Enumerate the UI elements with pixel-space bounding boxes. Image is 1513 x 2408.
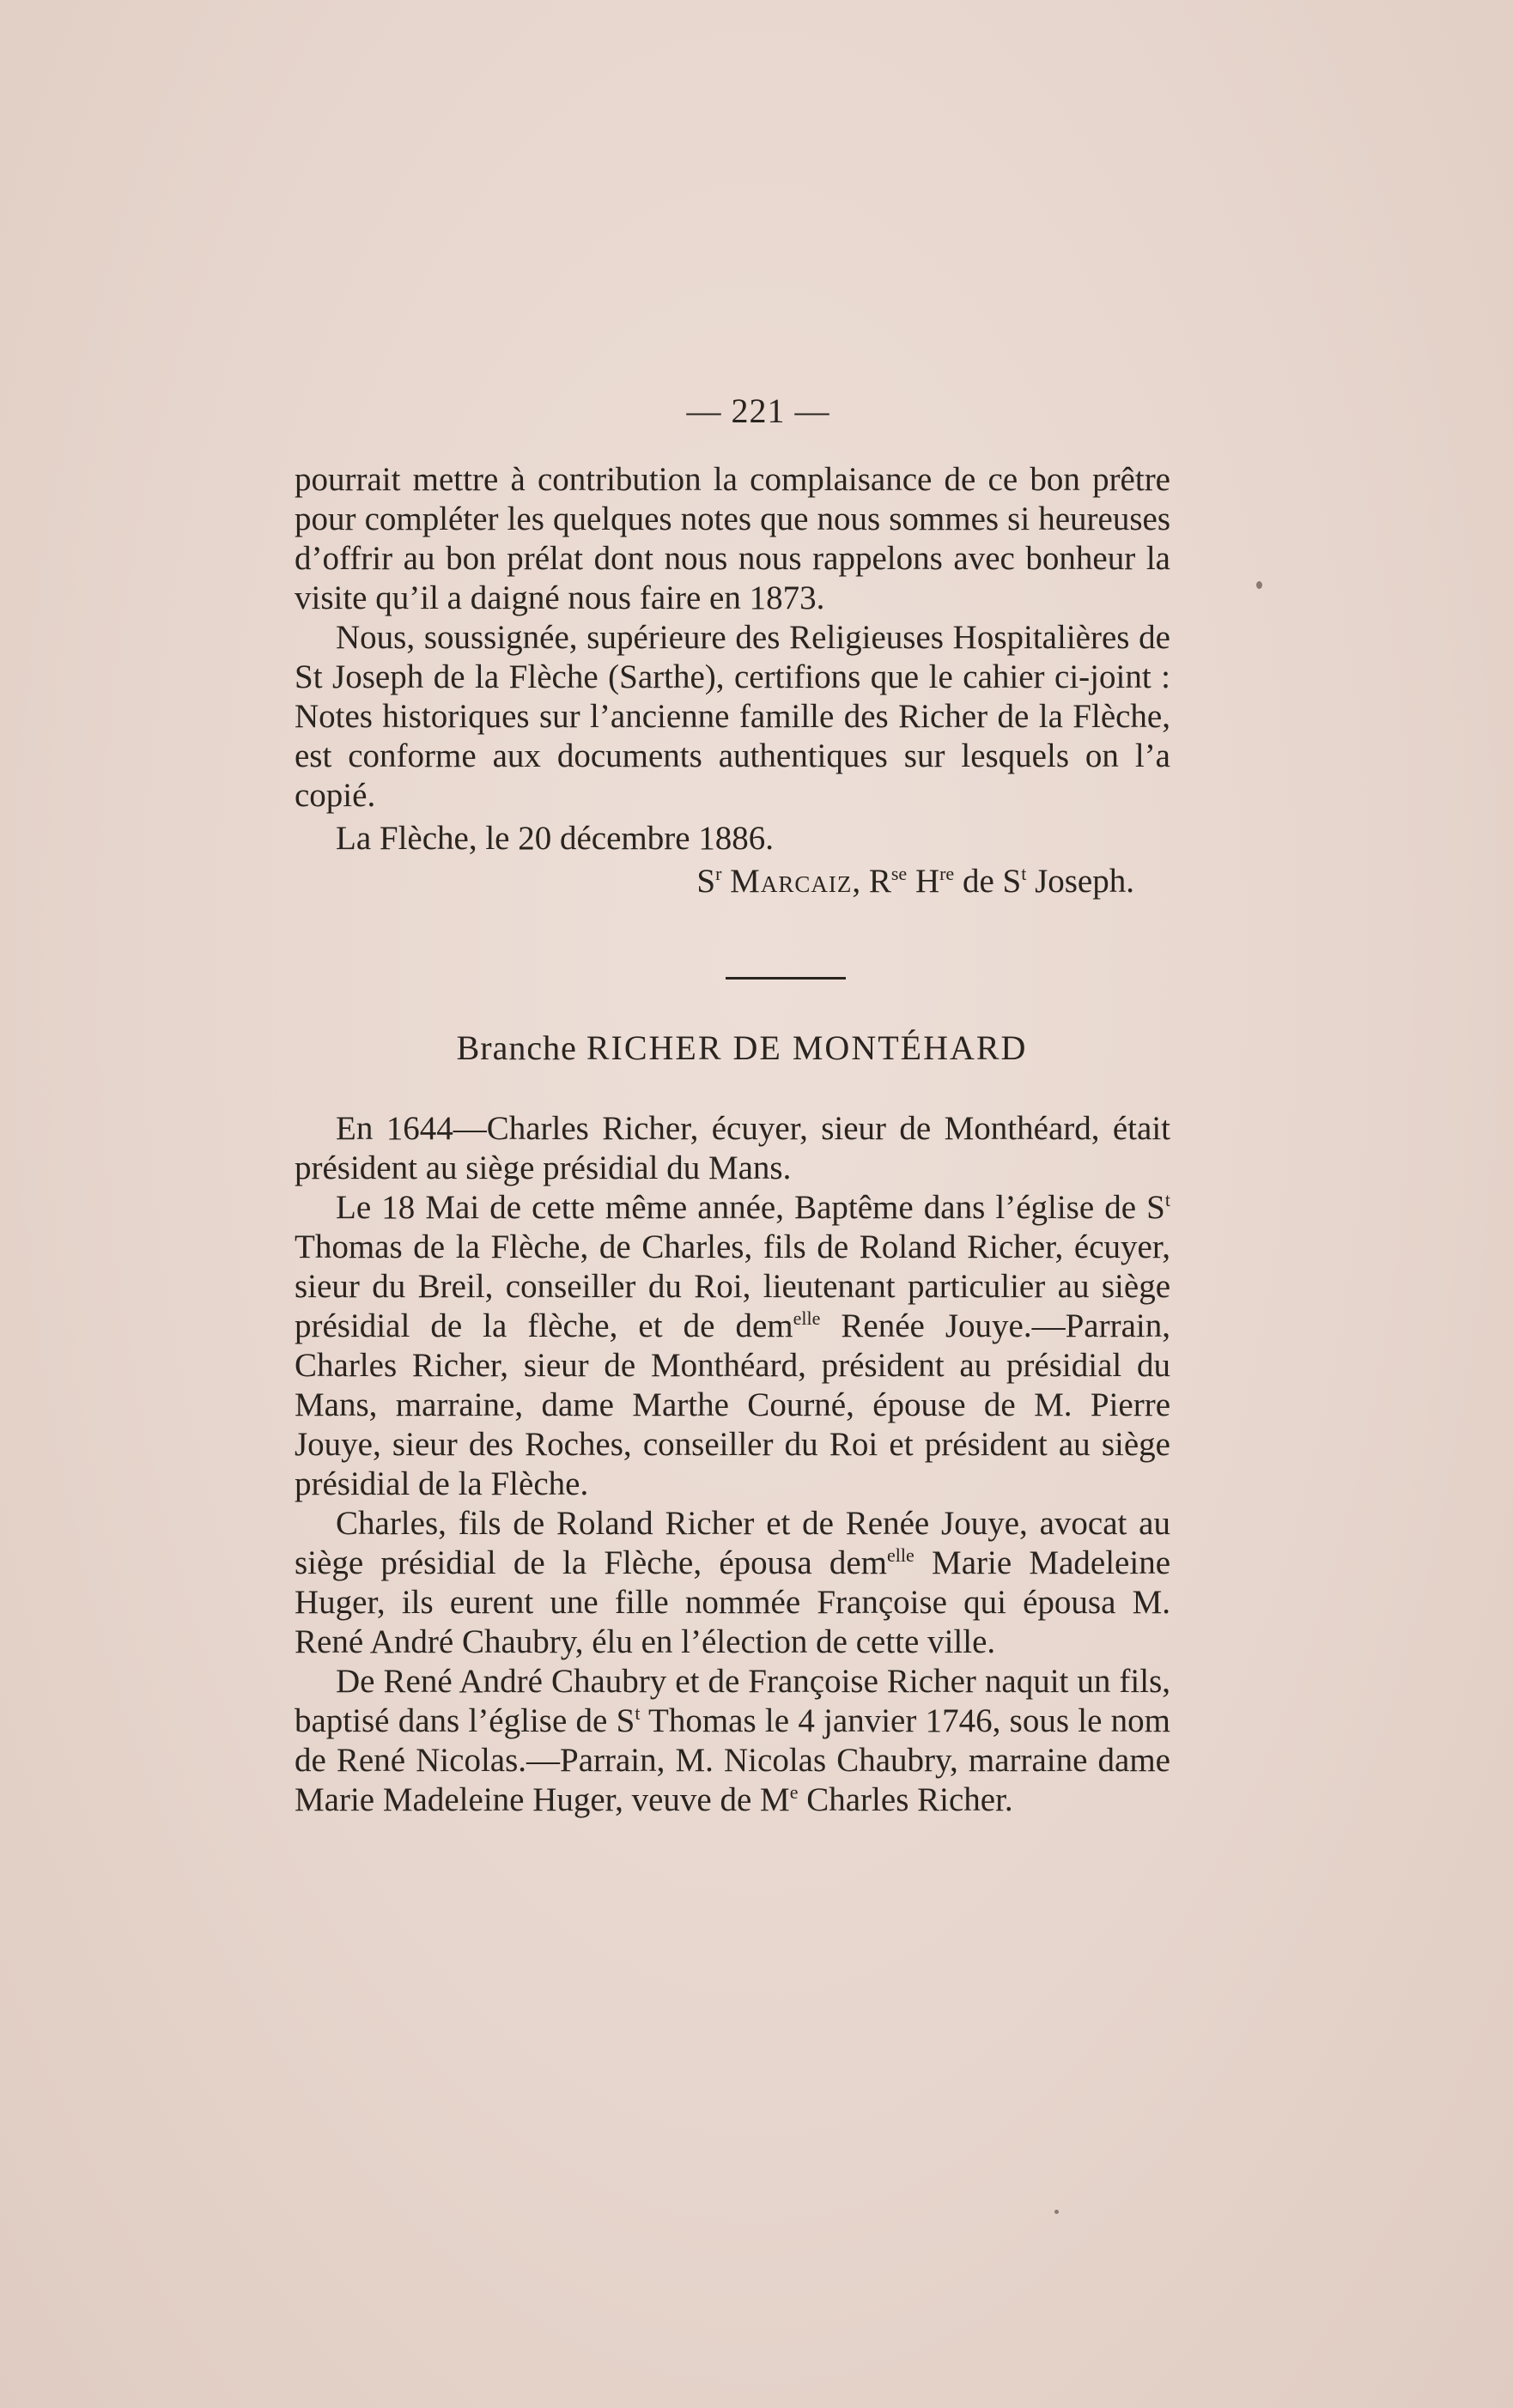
certification-text: Nous, soussignée, supérieure des Religieuses Hospitalières de St Joseph de la Flèche (Sarthe), certifions que le cahier ci-joint : Notes historiques sur l’ancienne famille des Richer de la Flèche, est conforme aux documents authentiques sur lesquels on l’a copié. (295, 619, 1170, 814)
paragraph-chaubry: De René André Chaubry et de Françoise Richer naquit un fils, baptisé dans l’église de $S^t$ Thomas le 4 janvier 1746, sous le nom de René Nicolas.—Parrain, M. Nicolas Chaubry, marraine dame Marie Madeleine Huger, veuve de Me Charles Richer. (295, 1663, 1171, 1818)
section-divider (726, 977, 846, 980)
page-number: — 221 — (686, 391, 830, 430)
document-page (295, 391, 1170, 1820)
paragraph-certification (295, 618, 1170, 816)
paper-speck (1256, 581, 1262, 589)
paragraph-baptism: Le 18 Mai de cette même année, Baptême dans l’église de $S^t$ Thomas de la Flèche, de Charles, fils de Roland Richer, écuyer, sieur du Breil, conseiller du Roi, lieutenant particulier au siège présidial de la flèche, et de dem$^{elle}$ Renée Jouye.—Parrain, Charles Richer, sieur de Monthéard, président au présidial du Mans, marraine, dame Marthe Courné, épouse de M. Pierre Jouye, sieur des Roches, conseiller du Roi et président au siège présidial de la Flèche. (295, 1189, 1170, 1502)
signature-line: $S^r$ Marcaiz, $R^{se}$ $H^{re}$ de $S^t$ Joseph. (696, 863, 1134, 900)
section-heading: Branche RICHER DE MONTÉHARD (456, 1028, 1028, 1067)
place-and-date: La Flèche, le 20 décembre 1886. (336, 820, 775, 857)
paper-speck (1054, 2210, 1059, 2214)
paragraph-continuation: pourrait mettre à contribution la complaisance de ce bon prêtre pour compléter les quelques notes que nous sommes si heureuses d’offrir au bon prélat dont nous nous rappelons avec bonheur la visite qu’il a daigné nous faire en 1873. (295, 461, 1170, 616)
paragraph-charles: Charles, fils de Roland Richer et de Renée Jouye, avocat au siège présidial de la Flèche, épousa dem$^{elle}$ Marie Madeleine Huger, ils eurent une fille nommée Françoise qui épousa M. René André Chaubry, élu en l’élection de cette ville. (295, 1505, 1171, 1660)
paragraph-1644: En 1644—Charles Richer, écuyer, sieur de Monthéard, était président au siège présidial du Mans. (295, 1110, 1170, 1186)
signatory-name: Marcaiz (730, 863, 853, 900)
